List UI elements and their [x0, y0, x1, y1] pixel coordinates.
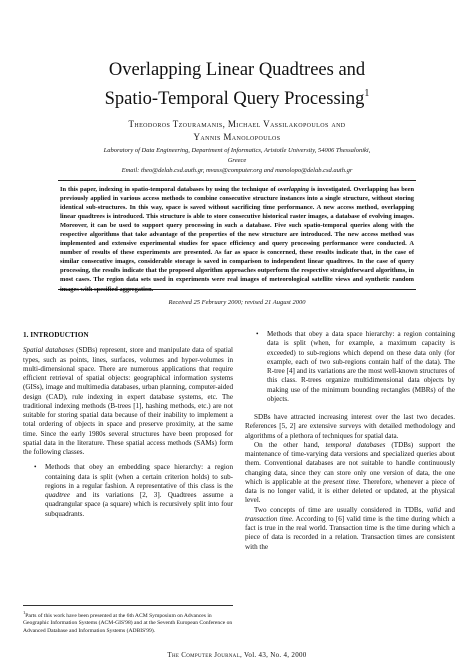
- present-time-emphasis: present time: [323, 477, 359, 486]
- footnote: [23, 605, 233, 635]
- title-line-2-text: Spatio-Temporal Query Processing: [104, 89, 365, 109]
- footnote-text: Parts of this work have been presented at the 6th ACM Symposium on Advances in Geographic Information Systems (ACM-GIS'98) and at the Seventh European Conference on Advanced Database and Information Systems (ADBIS'99).: [23, 612, 233, 634]
- temporal-emphasis: temporal databases: [325, 440, 386, 449]
- affiliation-emails: Email: theo@delab.csd.auth.gr, mvass@computer.org and manolopo@delab.csd.auth.gr: [121, 167, 353, 174]
- time-text-c: . According to [6] valid time is the time during which a fact is true in the real world. Transaction time is the time during which a piece of data is recorded in a relation. Transaction times are consistent with the: [245, 514, 455, 551]
- footnote-mark: 1: [23, 610, 26, 615]
- right-column: [245, 330, 455, 552]
- temporal-text-a: On the other hand,: [254, 440, 320, 449]
- title-footnote-mark: 1: [364, 88, 370, 99]
- abstract-text: [60, 185, 414, 294]
- affiliation-line-1: Laboratory of Data Engineering, Department of Informatics, Aristotle University, 54006 Thessaloniki,: [103, 147, 371, 154]
- paragraph-time-concepts: [245, 506, 455, 552]
- title-line-2: [40, 82, 434, 111]
- section-heading: 1. INTRODUCTION: [23, 330, 89, 339]
- abstract-box: [58, 180, 416, 293]
- bullet-icon: •: [256, 330, 259, 338]
- affiliation: [60, 146, 414, 176]
- bullet-quadtree-text-2: and its variations [2, 3]. Quadtrees assume a quadrangular space (a square) which is recursively split into four subquadrants.: [45, 491, 233, 518]
- time-text-a: Two concepts of time are usually considered in TDBs,: [254, 505, 424, 514]
- left-column: [23, 330, 233, 519]
- temporal-text-c: . Therefore, whenever a piece of data is no longer valid, it is either deleted or updated, at the physical level.: [245, 477, 455, 505]
- valid-emphasis: valid: [426, 505, 442, 514]
- transaction-time-emphasis: transaction time: [245, 514, 292, 523]
- bullet-item-rtree: [245, 330, 455, 404]
- abstract-emphasis: overlapping: [277, 186, 309, 193]
- received-dates: Received 25 February 2000; revised 21 August 2000: [168, 299, 306, 306]
- abstract-part-1: In this paper, indexing in spatio-temporal databases by using the technique of: [60, 186, 276, 193]
- bullet-quadtree-emphasis: quadtree: [45, 491, 70, 499]
- footer-volume-info: Vol. 43, No. 4, 2000: [243, 651, 307, 659]
- title-line-1: Overlapping Linear Quadtrees and: [108, 60, 366, 80]
- authors-line-1: Theodoros Tzouramanis, Michael Vassilakopoulos and: [128, 119, 346, 129]
- footer-journal-name: The Computer Journal,: [167, 651, 242, 659]
- authors-line-2: Yannis Manolopoulos: [193, 132, 281, 142]
- paper-title: [40, 58, 434, 111]
- temporal-text-b: (TDBs) support the maintenance of time-varying data versions and specialized queries about them. Conventional databases are not suitable to handle continuously changing data, since they can store only one version of data, the one which is applicable at the: [245, 440, 456, 486]
- page-footer: [0, 651, 474, 659]
- bullet-icon: •: [34, 463, 37, 472]
- affiliation-line-2: Greece: [227, 157, 247, 164]
- paragraph-temporal-databases: [245, 441, 455, 506]
- bullet-rtree-text: Methods that obey a data space hierarchy: a region containing data is split (when, for example, a maximum capacity is exceeded) to sub-regions which depend on these data only (for example, each of two sub-regions contain half of the data). The R-tree [4] and its variations are the most well-known structures of this class. R-trees organize multidimensional data objects by making use of the minimum bounding rectangles (MBRs) of the objects.: [267, 330, 455, 403]
- bullet-item-quadtree: [23, 463, 233, 519]
- paragraph-sdb-interest: SDBs have attracted increasing interest over the last two decades. References [5, 2] are extensive surveys with detailed methodology and algorithms of a plethora of techniques for spatial data.: [245, 413, 455, 440]
- abstract-part-2: is investigated. Overlapping has been previously applied in various access methods to combine consecutive structure instances into a single structure, without storing identical sub-structures. In this way, space is saved without sacrificing time performance. A new access method, overlapping linear quadtrees is introduced. This structure is able to store consecutive historical raster images, a database of evolving images. Moreover, it can be used to support query processing in such a database. Five such spatio-temporal queries along with the respective algorithms that take advantage of the properties of the new structure are introduced. The new access method was implemented and extensive experimental studies for space efficiency and query processing performance were conducted. A number of results of these experiments are presented. As far as space is concerned, these results indicate that, in the case of similar consecutive images, considerable storage is saved in comparison to independent linear quadtrees. In the case of query processing, the results indicate that the proposed algorithm approaches outperform the respective straightforward algorithms, in most cases. The region data sets used in experiments were real images of meteorological satellite views and synthetic random images with specified aggregation.: [60, 186, 415, 293]
- intro-text: (SDBs) represent, store and manipulate data of spatial types, such as points, lines, surfaces, volumes and hyper-volumes in multi-dimensional space. There are numerous applications that require efficient retrieval of spatial objects: geographical information systems (GISs), image and multimedia databases, urban planning, computer-aided design (CAD), rule indexing in expert database systems, etc. The traditional indexing methods (B-trees [1], hashing methods, etc.) are not suitable for storing spatial data because of their inability to implement a total ordering of objects in space and preserve proximity, at the same time. Since the early 1980s several structures have been proposed for spatial data in the literature. These spatial access methods (SAMs) form the following classes.: [23, 346, 233, 456]
- intro-emphasis: Spatial databases: [23, 346, 74, 355]
- author-list: [50, 118, 424, 144]
- time-text-b: and: [444, 505, 455, 514]
- intro-paragraph: [23, 346, 233, 457]
- bullet-quadtree-text-1: Methods that obey an embedding space hierarchy: a region containing data is split (when a certain criterion holds) to sub-regions in a regular fashion. A representative of this class is the: [45, 463, 233, 490]
